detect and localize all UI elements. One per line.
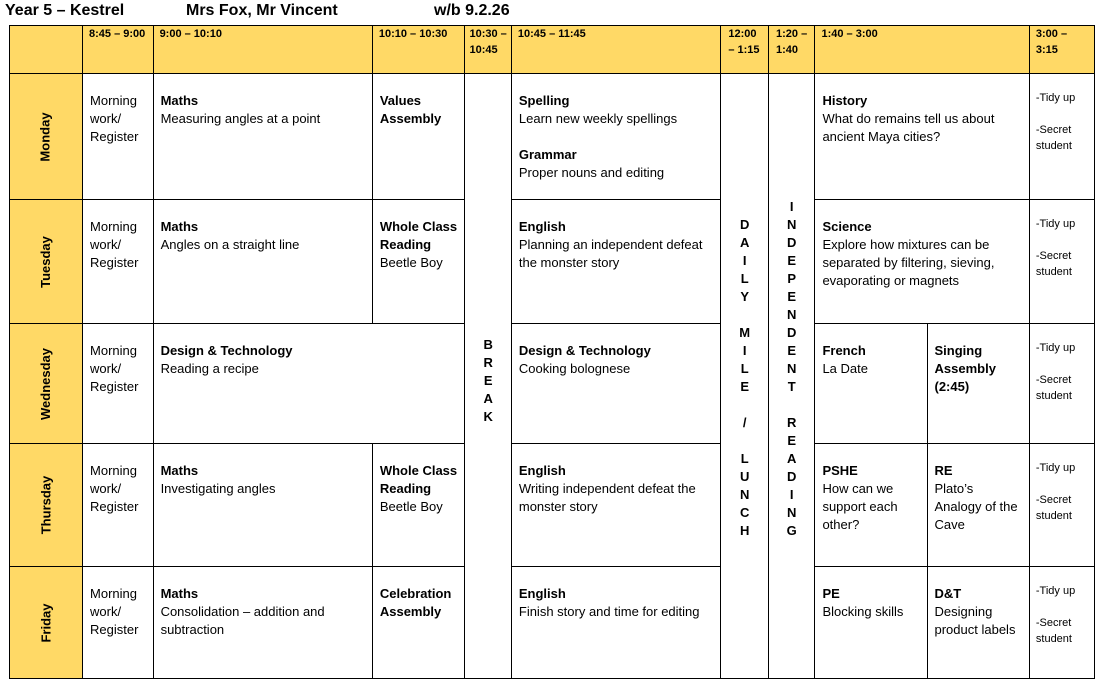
day-friday: Friday	[10, 567, 83, 679]
time-10-45: 10:45 – 11:45	[517, 28, 586, 40]
morning-work: Morning work/ Register	[90, 343, 139, 394]
time-9-00: 9:00 – 10:10	[159, 28, 222, 40]
end-of-day: -Tidy up -Secret student	[1035, 92, 1076, 152]
lesson-english: English Planning an independent defeat the monster story	[518, 219, 703, 270]
lesson-singing-assembly: Singing Assembly (2:45)	[934, 343, 996, 394]
day-tuesday: Tuesday	[10, 200, 83, 324]
row-thursday	[10, 444, 1095, 567]
time-3-00: 3:00 – 3:15	[1035, 28, 1068, 56]
lesson-design-technology: Design & Technology Cooking bolognese	[518, 343, 651, 376]
day-monday: Monday	[10, 74, 83, 200]
lesson-pe: PE Blocking skills	[822, 586, 904, 619]
day-thursday: Thursday	[10, 444, 83, 567]
lesson-english: English Writing independent defeat the monster story	[518, 463, 696, 514]
teacher-names: Mrs Fox, Mr Vincent	[186, 2, 338, 19]
lesson-whole-class-reading: Whole Class Reading Beetle Boy	[379, 219, 458, 270]
lesson-re: RE Plato’s Analogy of the Cave	[934, 463, 1018, 532]
row-friday	[10, 567, 1095, 679]
daily-mile-lunch-label: D A I L Y M I L E / L U N C H	[739, 217, 751, 538]
morning-work: Morning work/ Register	[90, 463, 139, 514]
end-of-day: -Tidy up -Secret student	[1035, 342, 1076, 402]
day-wednesday: Wednesday	[10, 324, 83, 444]
end-of-day: -Tidy up -Secret student	[1035, 585, 1076, 645]
lunch-column	[721, 74, 769, 679]
time-1-40: 1:40 – 3:00	[821, 28, 878, 40]
time-10-10: 10:10 – 10:30	[378, 28, 448, 40]
end-of-day: -Tidy up -Secret student	[1035, 218, 1076, 278]
time-12-00: 12:00 – 1:15	[728, 28, 760, 56]
lesson-design-technology: Design & Technology Reading a recipe	[160, 343, 293, 376]
lesson-science: Science Explore how mixtures can be separated by filtering, sieving, evaporating or magnets	[822, 219, 995, 288]
time-header-row	[10, 26, 1095, 74]
lesson-history: History What do remains tell us about ancient Maya cities?	[822, 93, 995, 144]
end-of-day: -Tidy up -Secret student	[1035, 462, 1076, 522]
time-10-30: 10:30 – 10:45	[469, 28, 507, 56]
lesson-pshe: PSHE How can we support each other?	[822, 463, 898, 532]
lesson-maths: Maths Investigating angles	[160, 463, 276, 496]
morning-work: Morning work/ Register	[90, 219, 139, 270]
morning-work: Morning work/ Register	[90, 93, 139, 144]
independent-reading-label: I N D E P E N D E N T R E A D I N G	[786, 199, 797, 538]
morning-work: Morning work/ Register	[90, 586, 139, 637]
lesson-dt: D&T Designing product labels	[934, 586, 1016, 637]
lesson-french: French La Date	[822, 343, 868, 376]
break-label: B R E A K	[483, 337, 493, 424]
row-tuesday	[10, 200, 1095, 324]
row-monday	[10, 74, 1095, 200]
reading-column	[769, 74, 815, 679]
lesson-maths: Maths Measuring angles at a point	[160, 93, 321, 126]
break-column	[465, 74, 511, 679]
corner-cell	[10, 26, 83, 74]
class-title: Year 5 – Kestrel	[5, 2, 125, 19]
lesson-maths: Maths Angles on a straight line	[160, 219, 300, 252]
timetable	[9, 25, 1095, 679]
lesson-celebration-assembly: Celebration Assembly	[379, 586, 452, 619]
lesson-maths: Maths Consolidation – addition and subtraction	[160, 586, 325, 637]
time-8-45: 8:45 – 9:00	[89, 28, 146, 40]
lesson-spelling: Spelling Learn new weekly spellings Grammar Proper nouns and editing	[518, 93, 678, 180]
lesson-values-assembly: Values Assembly	[379, 93, 442, 126]
time-1-20: 1:20 – 1:40	[776, 28, 808, 56]
lesson-whole-class-reading: Whole Class Reading Beetle Boy	[379, 463, 458, 514]
row-wednesday	[10, 324, 1095, 444]
week-label: w/b 9.2.26	[434, 2, 510, 19]
lesson-english: English Finish story and time for editing	[518, 586, 700, 619]
